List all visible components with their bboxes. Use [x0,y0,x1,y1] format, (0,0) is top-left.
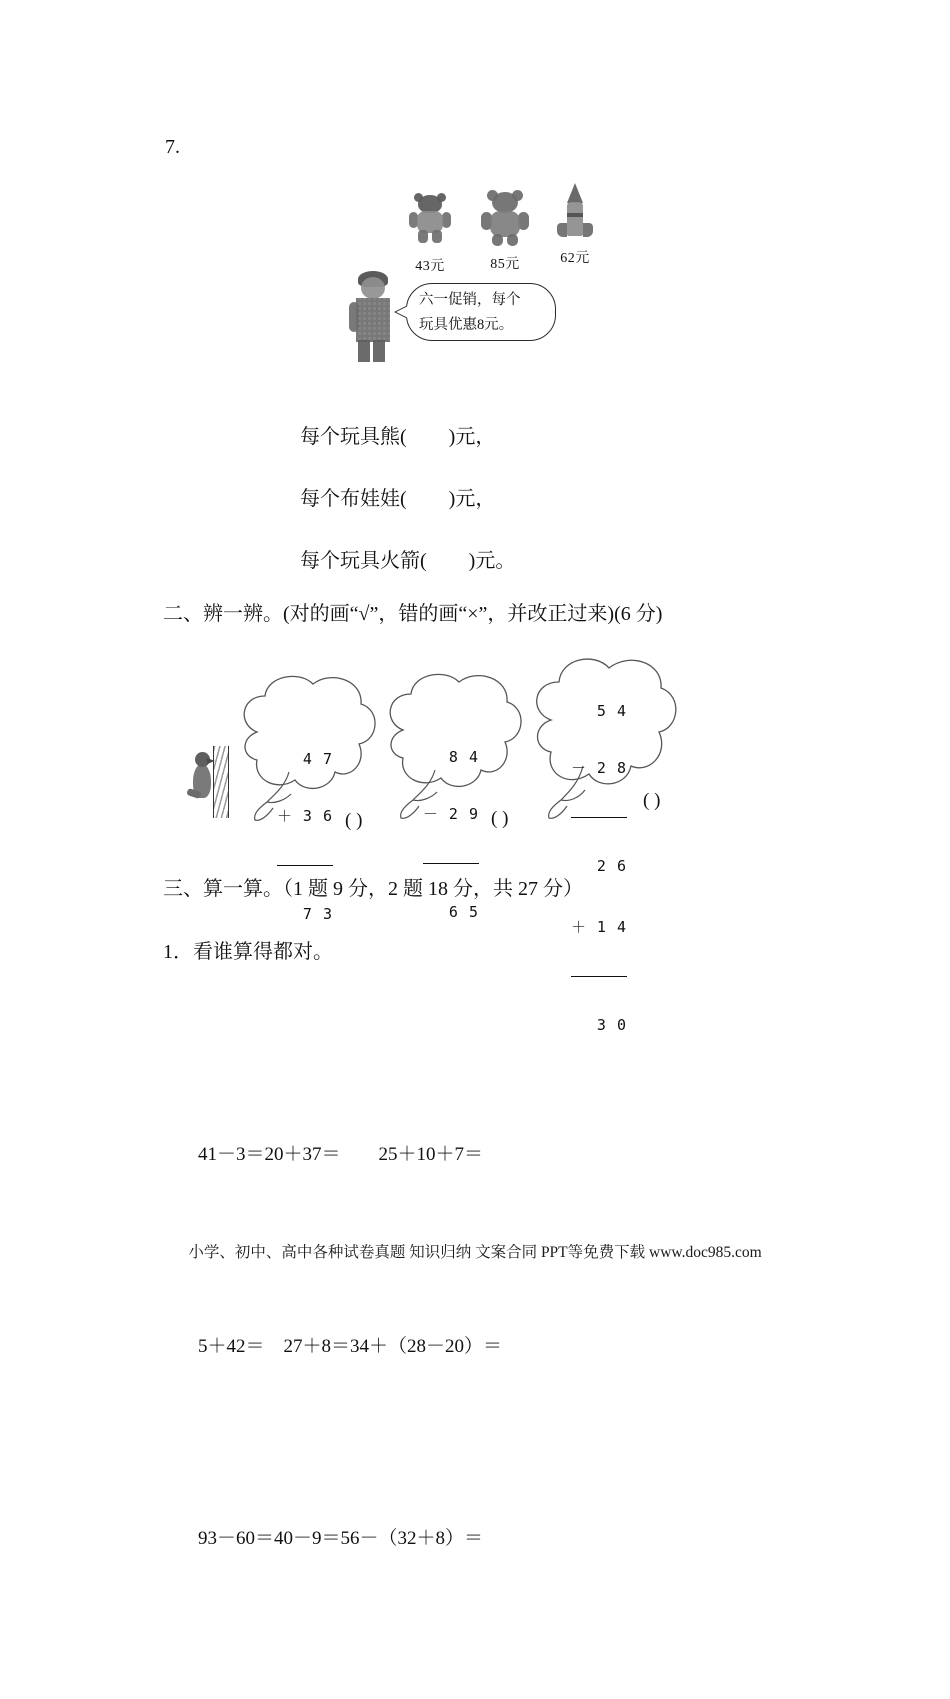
problem-2-bottom: 2 9 [448,805,479,823]
problem-1-calculation [277,712,333,962]
question-7-answer-lines [300,406,515,592]
problem-2-judge-blank[interactable]: ( ) [491,808,509,829]
cloth-doll-icon [478,189,532,251]
answer-label-bear: 每个玩具熊( [300,426,407,448]
answer-unit-rocket: )元。 [468,550,516,572]
problem-2-operator: － [423,805,440,823]
question-7-illustration [340,183,610,368]
cloth-doll-price: 85元 [490,257,520,272]
section-3-title: 三、算一算。（1 题 9 分，2 题 18 分，共 27 分） [163,878,583,900]
calculation-row[interactable]: 5＋42＝ 27＋8＝34＋（28－20）＝ [198,1336,503,1357]
table-row [519,642,689,1034]
problem-1-top: 4 7 [302,750,333,768]
answer-label-rocket: 每个玩具火箭( [300,550,427,572]
problem-3-result: 2 6 [596,857,627,875]
footer [0,1240,950,1262]
toy-rocket-price: 62元 [560,251,590,266]
answer-line-doll [300,468,515,530]
speech-bubble-line-1: 六一促销，每个 [419,292,521,308]
problem-1-judge-blank[interactable]: ( ) [345,810,363,831]
problem-3-operator-2: ＋ [571,918,588,936]
bird-icon [183,746,227,818]
answer-label-doll: 每个布娃娃( [300,488,407,510]
problem-2-result: 6 5 [448,903,479,921]
toy-rocket-item [540,183,610,267]
calculation-row[interactable]: 93－60＝40－9＝56－（32＋8）＝ [198,1528,484,1549]
problem-3-judge-blank[interactable]: ( ) [643,790,661,811]
section-3-calculation-rows [198,995,502,1699]
problem-1-operator: ＋ [277,807,294,825]
section-3-q1-title: 1．看谁算得都对。 [163,941,333,963]
answer-unit-bear: )元， [448,426,496,448]
calculation-row[interactable]: 41－3＝20＋37＝ 25＋10＋7＝ [198,1144,484,1165]
problem-3-operator: － [571,759,588,777]
toy-bear-item [395,191,465,275]
toy-bear-price: 43元 [415,259,445,274]
table-row [373,660,533,921]
footer-text: 小学、初中、高中各种试卷真题 知识归纳 文案合同 PPT等免费下载 [188,1244,646,1261]
answer-line-bear [300,406,515,468]
speech-bubble [406,283,556,341]
footer-url[interactable]: www.doc985.com [649,1244,762,1261]
problem-2-top: 8 4 [448,748,479,766]
answer-unit-doll: )元， [448,488,496,510]
toy-bear-icon [403,191,457,253]
problem-3-bottom-2: 1 4 [596,918,627,936]
question-7-number: 7. [165,136,180,158]
problem-1-result: 7 3 [302,905,333,923]
speech-bubble-line-2: 玩具优惠8元。 [419,317,514,333]
problem-3-top: 5 4 [596,702,627,720]
problem-1-bottom: 3 6 [302,807,333,825]
problem-3-calculation [571,664,627,1073]
answer-line-rocket [300,530,515,592]
toy-rocket-icon [548,183,602,245]
problem-3-result-2: 3 0 [596,1016,627,1034]
table-row [227,662,387,923]
problem-3-bottom: 2 8 [596,759,627,777]
section-2-title: 二、辨一辨。(对的画“√”，错的画“×”，并改正过来)(6 分) [163,603,663,625]
cloth-doll-item [470,189,540,273]
speech-bubble-tail [396,306,408,318]
problem-2-calculation [423,710,479,960]
